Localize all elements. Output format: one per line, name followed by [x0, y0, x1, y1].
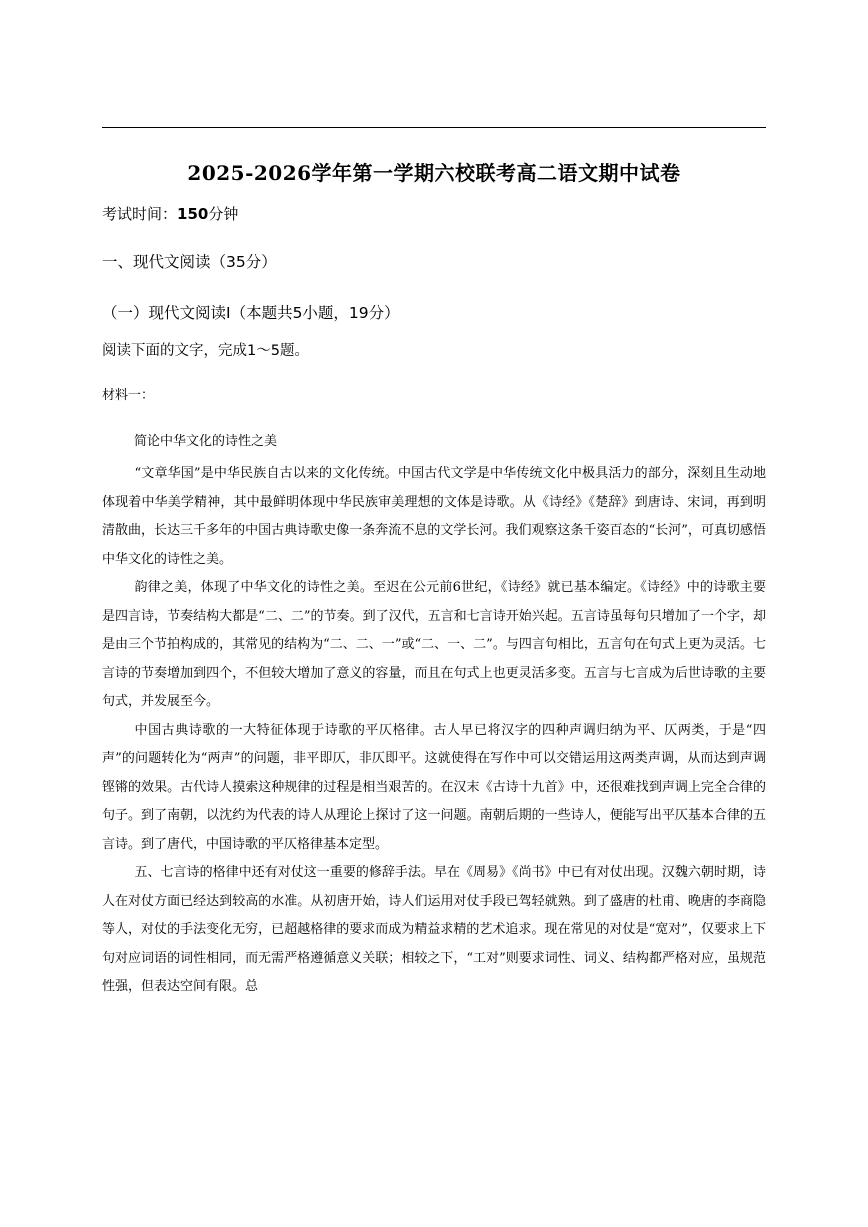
- exam-time: [102, 203, 238, 224]
- passage-title: 简论中华文化的诗性之美: [134, 434, 278, 449]
- paragraph: 五、七言诗的格律中还有对仗这一重要的修辞手法。早在《周易》《尚书》中已有对仗出现。汉魏六朝时期，诗人在对仗方面已经达到较高的水准。从初唐开始，诗人们运用对仗手段已驾轻就熟。到了盛唐的杜甫、晚唐的李商隐等人，对仗的手法变化无穷，已超越格律的要求而成为精益求精的艺术追求。现在常见的对仗是“宽对”，仅要求上下句对应词语的词性相同，而无需严格遵循意义关联；相较之下，“工对”则要求词性、词义、结构都严格对应，虽规范性强，但表达空间有限。总: [102, 865, 766, 994]
- paragraph: “文章华国”是中华民族自古以来的文化传统。中国古代文学是中华传统文化中极具活力的部分，深刻且生动地体现着中华美学精神，其中最鲜明体现中华民族审美理想的文体是诗歌。从《诗经》《楚辞》到唐诗、宋词，再到明清散曲，长达三千多年的中国古典诗歌史像一条奔流不息的文学长河。我们观察这条千姿百态的“长河”，可真切感悟中华文化的诗性之美。: [102, 466, 766, 567]
- exam-time-label: 考试时间：: [102, 205, 178, 223]
- paragraph: 韵律之美，体现了中华文化的诗性之美。至迟在公元前6世纪，《诗经》就已基本编定。《诗经》中的诗歌主要是四言诗，节奏结构大都是“二、二”的节奏。到了汉代，五言和七言诗开始兴起。五言诗虽每句只增加了一个字，却是由三个节拍构成的，其常见的结构为“二、二、一”或“二、一、二”。与四言句相比，五言句在句式上更为灵活。七言诗的节奏增加到四个，不但较大增加了意义的容量，而且在句式上也更灵活多变。五言与七言成为后世诗歌的主要句式，并发展至今。: [102, 580, 766, 709]
- page-title: 2025-2026学年第一学期六校联考高二语文期中试卷: [187, 161, 681, 185]
- section-heading: 一、现代文阅读（35分）: [102, 253, 277, 271]
- exam-time-unit: 分钟: [208, 205, 239, 223]
- paragraph: 中国古典诗歌的一大特征体现于诗歌的平仄格律。古人早已将汉字的四种声调归纳为平、仄两类，于是“四声”的问题转化为“两声”的问题，非平即仄，非仄即平。这就使得在写作中可以交错运用这两类声调，从而达到声调铿锵的效果。古代诗人摸索这种规律的过程是相当艰苦的。在汉末《古诗十九首》中，还很难找到声调上完全合律的句子。到了南朝，以沈约为代表的诗人从理论上探讨了这一问题。南朝后期的一些诗人，便能写出平仄基本合律的五言诗。到了唐代，中国诗歌的平仄格律基本定型。: [102, 722, 766, 852]
- material-label: 材料一：: [102, 388, 155, 403]
- header-rule: [102, 127, 766, 128]
- sub-section-heading: （一）现代文阅读Ⅰ（本题共5小题，19分）: [102, 304, 400, 322]
- exam-time-value: 150: [177, 205, 209, 223]
- passage-body: [102, 460, 766, 1002]
- reading-instruction: 阅读下面的文字，完成1～5题。: [102, 343, 309, 359]
